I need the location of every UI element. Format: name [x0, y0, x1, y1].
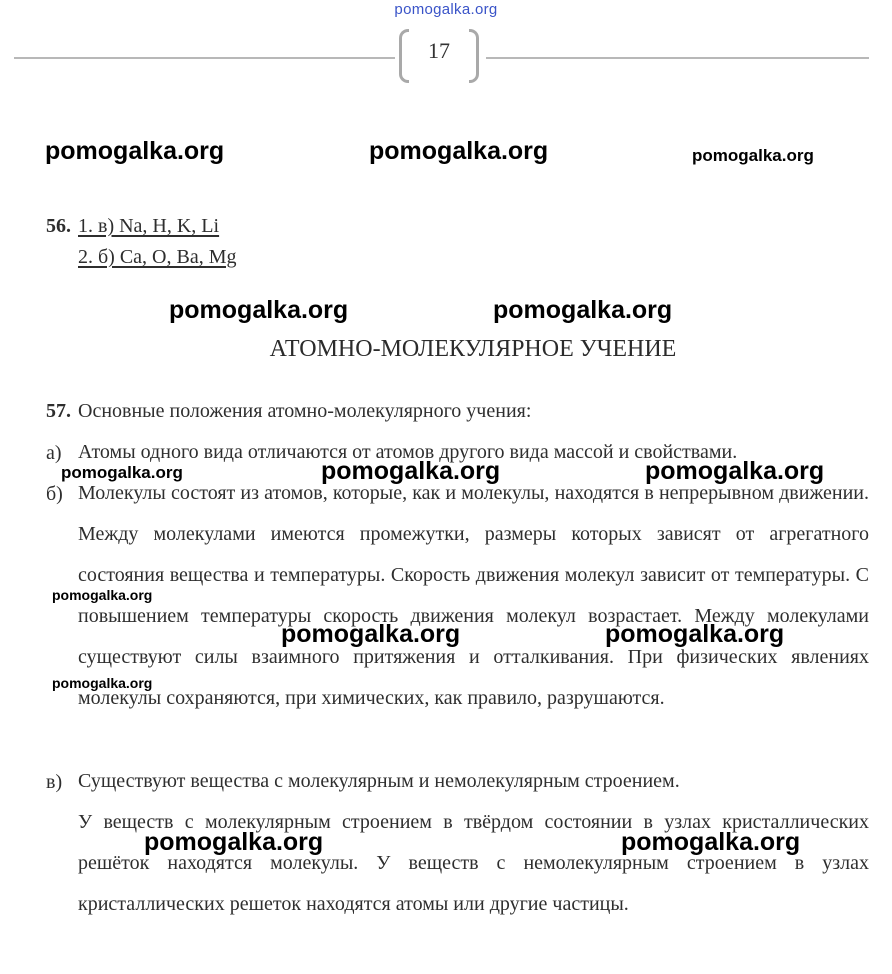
watermark: pomogalka.org	[144, 828, 324, 856]
watermark: pomogalka.org	[621, 828, 801, 856]
watermark: pomogalka.org	[52, 675, 153, 691]
watermark: pomogalka.org	[281, 620, 461, 648]
list-marker-v: в)	[46, 771, 63, 793]
list-item-v-text: Существуют вещества с молекулярным и немолекулярным строением.	[78, 770, 680, 792]
header-rule-left	[14, 57, 395, 59]
watermark: pomogalka.org	[321, 457, 501, 485]
task-number-56: 56.	[46, 215, 71, 237]
watermark: pomogalka.org	[61, 463, 183, 482]
section-title: АТОМНО-МОЛЕКУЛЯРНОЕ УЧЕНИЕ	[269, 336, 677, 362]
list-item-v-continuation: У веществ с молекулярным строением в твёрдом состоянии в узлах кристаллических решёток находятся молекулы. У веществ с немолекулярным строением в узлах кристаллических решеток находятся атомы или другие частицы.	[78, 811, 869, 915]
watermark: pomogalka.org	[645, 457, 825, 485]
list-item-a-text: Атомы одного вида отличаются от атомов другого вида массой и свойствами.	[78, 441, 738, 463]
task-number-57: 57.	[46, 400, 71, 422]
header-rule-right	[486, 57, 869, 59]
site-header-link[interactable]: pomogalka.org	[394, 1, 498, 18]
page-number-brace-right	[469, 29, 479, 83]
list-marker-a: а)	[46, 442, 62, 464]
page-number-brace-left	[399, 29, 409, 83]
watermark: pomogalka.org	[692, 146, 814, 165]
watermark: pomogalka.org	[169, 296, 349, 324]
page-number: 17	[428, 38, 450, 63]
task56-answer-1: 1. в) Na, H, K, Li	[78, 215, 220, 237]
task57-intro: Основные положения атомно-молекулярного учения:	[78, 400, 532, 422]
list-item-b-text: Молекулы состоят из атомов, которые, как и молекулы, находятся в непрерывном движении. Между молекулами имеются промежутки, размеры которых зависят от агрегатного состояния вещества и температуры. Скорость движения молекул зависит от температуры. С повышением температуры скорость движения молекул возрастает. Между молекулами существуют силы взаимного притяжения и отталкивания. При физических явлениях молекулы сохраняются, при химических, как правило, разрушаются.	[78, 482, 869, 709]
watermark: pomogalka.org	[52, 587, 153, 603]
watermark: pomogalka.org	[605, 620, 785, 648]
watermark: pomogalka.org	[45, 137, 225, 165]
watermark: pomogalka.org	[369, 137, 549, 165]
task56-answer-2: 2. б) Ca, O, Ba, Mg	[78, 246, 237, 268]
watermark: pomogalka.org	[493, 296, 673, 324]
list-marker-b: б)	[46, 483, 63, 505]
